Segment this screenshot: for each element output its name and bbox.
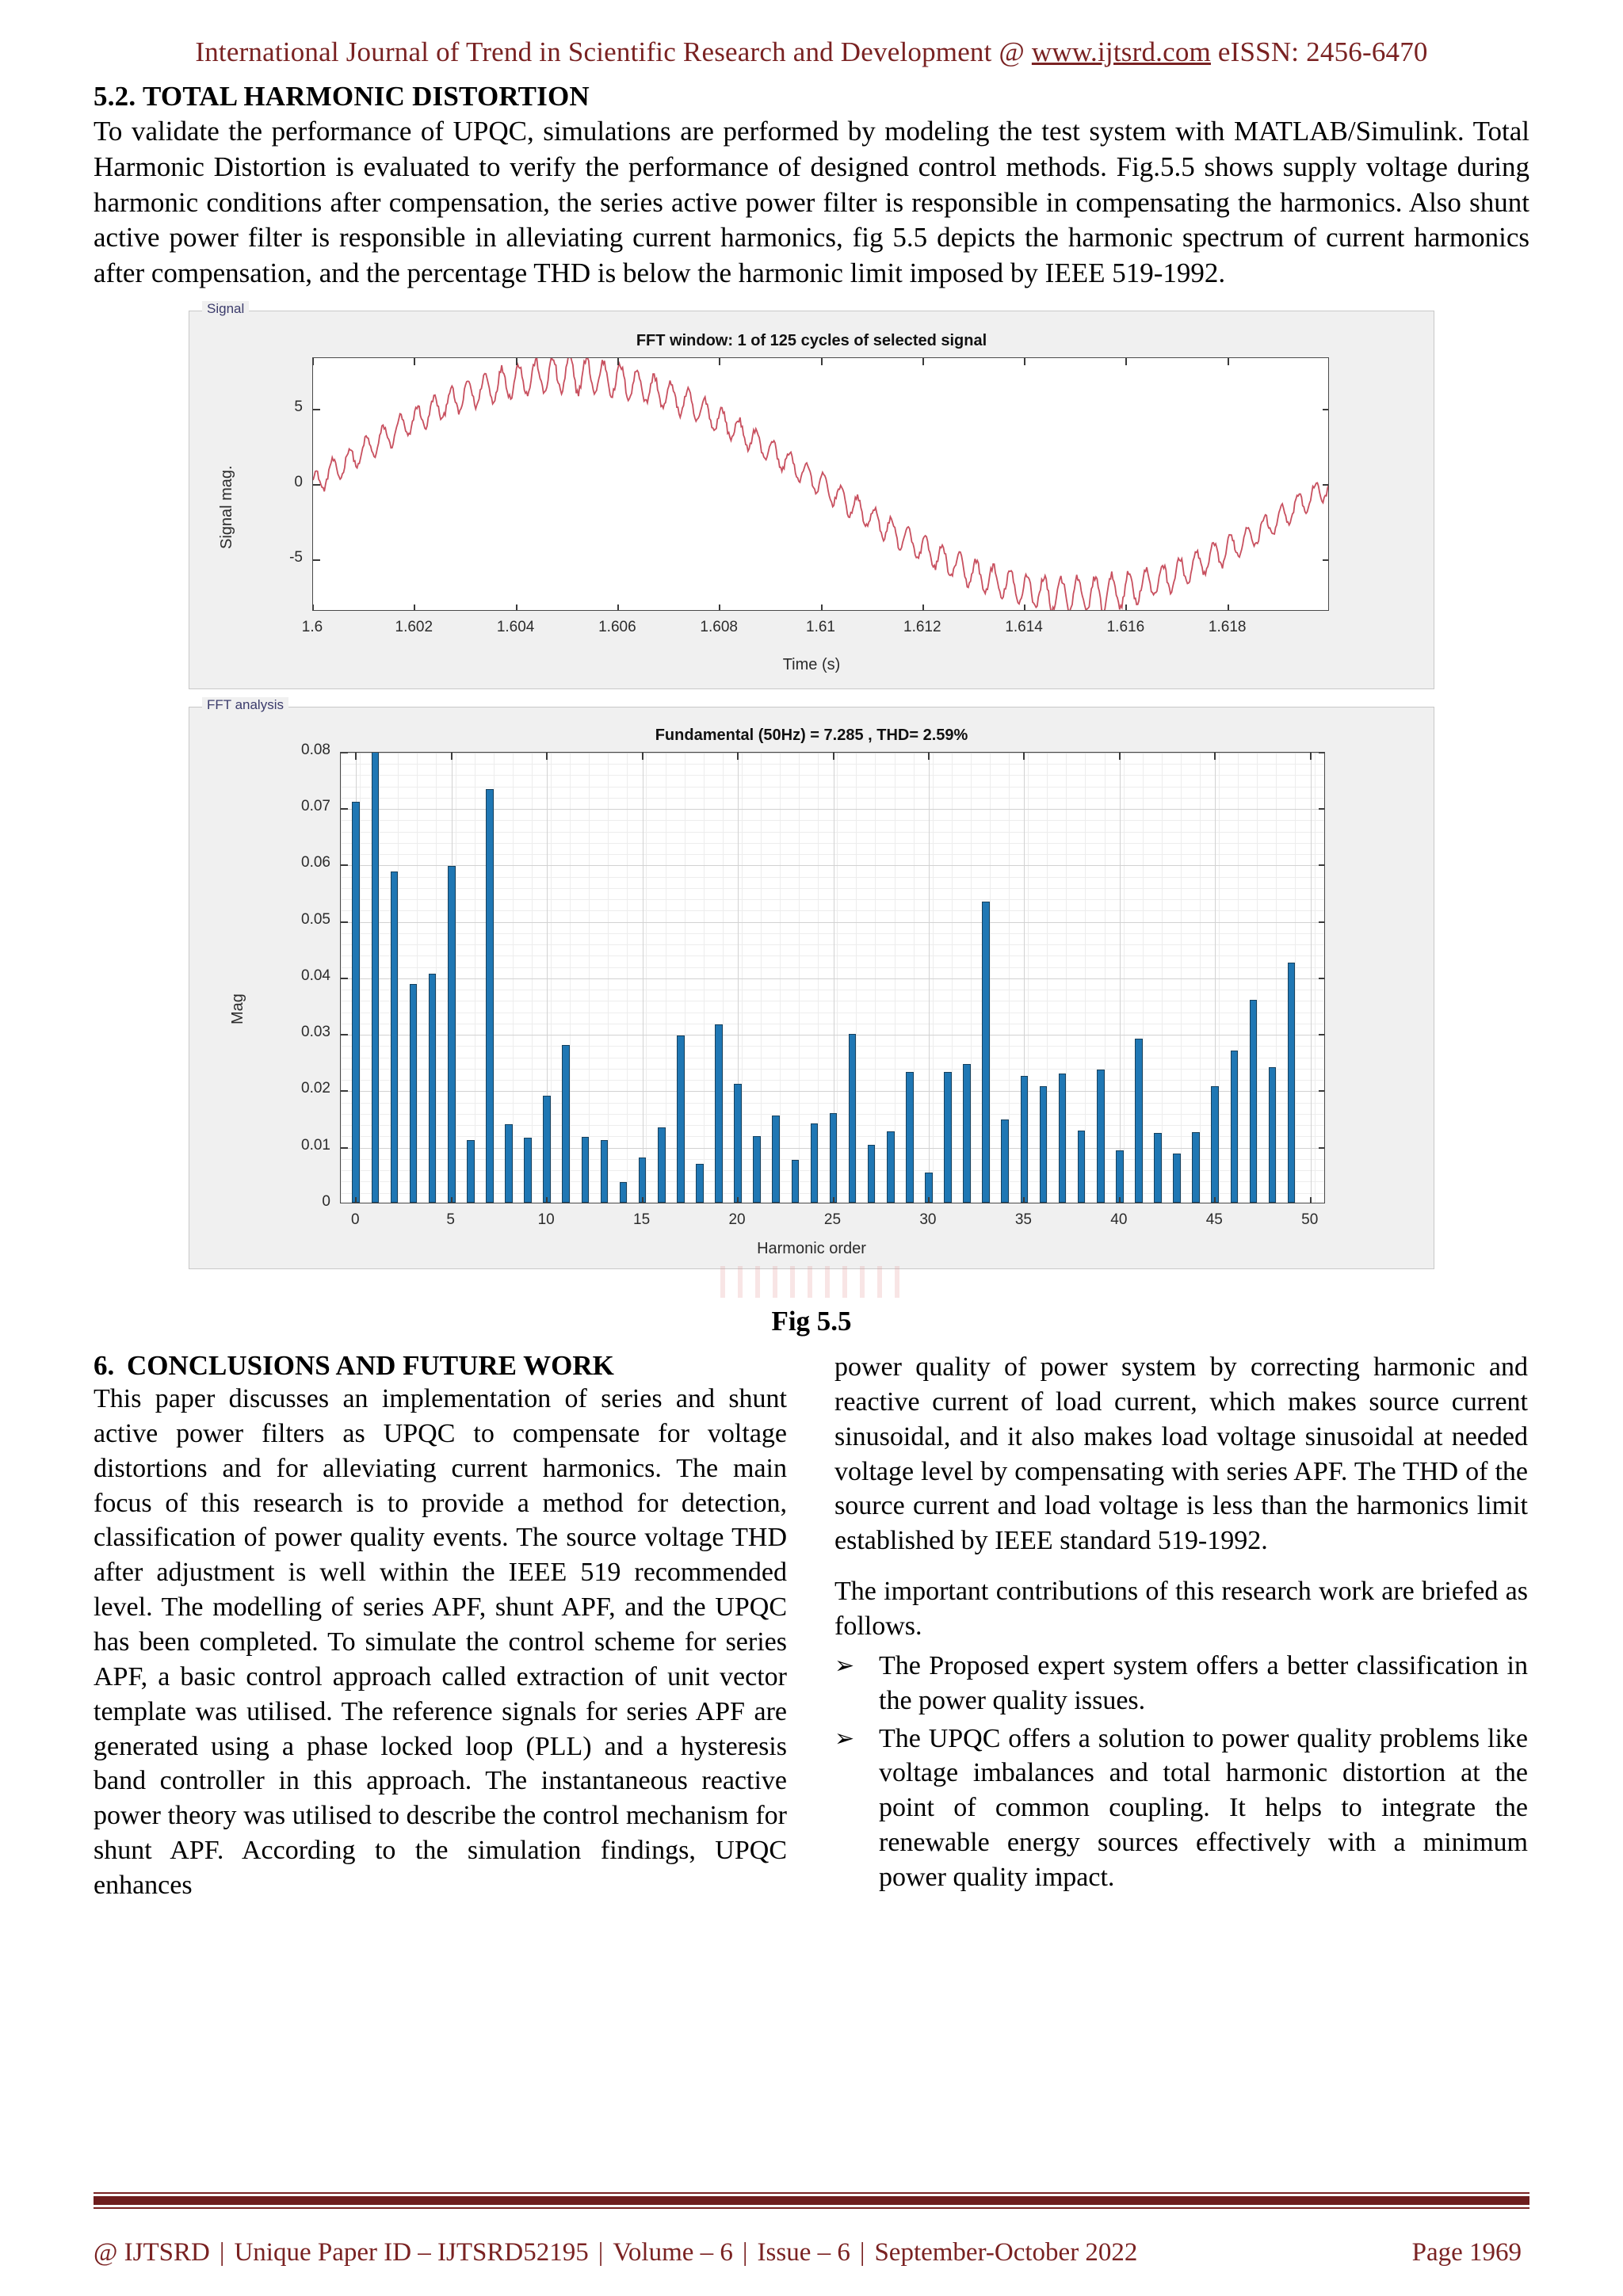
header-text-before: International Journal of Trend in Scientific Research and Development @ [195, 36, 1032, 67]
footer-separator: | [859, 2238, 865, 2267]
fft-y-tick-label: 0 [322, 1192, 330, 1210]
footer-separator: | [742, 2238, 748, 2267]
fft-x-tick-label: 20 [728, 1211, 746, 1228]
fft-x-tick [451, 753, 453, 760]
fft-bar [753, 1136, 761, 1203]
conclusions-number: 6. [94, 1349, 115, 1381]
fft-x-tick [642, 753, 643, 760]
fft-y-axis-label: Mag [229, 994, 246, 1024]
signal-x-tick-label: 1.618 [1208, 618, 1247, 635]
fft-gridline-minor [589, 753, 590, 1203]
fft-x-tick [1119, 1197, 1121, 1203]
fft-x-tick [1310, 753, 1312, 760]
fft-x-tick [1023, 753, 1025, 760]
signal-y-tick [1323, 409, 1329, 410]
fft-gridline-minor [914, 753, 915, 1203]
fft-bar [658, 1127, 666, 1203]
fft-bar [505, 1124, 513, 1203]
signal-x-tick [516, 358, 517, 365]
fft-y-tick [1319, 864, 1325, 866]
fft-bar [1116, 1150, 1124, 1203]
signal-x-tick [1024, 605, 1025, 611]
fft-y-tick [341, 1147, 348, 1149]
fft-axes [340, 752, 1325, 1203]
figure-caption: Fig 5.5 [771, 1305, 852, 1337]
footer-date: September-October 2022 [874, 2238, 1138, 2267]
fft-gridline-minor [1009, 753, 1010, 1203]
fft-x-axis-label: Harmonic order [757, 1239, 866, 1257]
fft-x-tick [737, 753, 739, 760]
signal-x-tick [1228, 605, 1229, 611]
fft-gridline-minor [952, 753, 953, 1203]
signal-x-tick [1228, 358, 1229, 365]
fft-bar [1021, 1076, 1029, 1203]
fft-x-tick-label: 15 [633, 1211, 651, 1228]
fft-gridline [1311, 753, 1312, 1203]
fft-x-tick-label: 0 [350, 1211, 360, 1228]
fft-bar [486, 789, 494, 1203]
list-item-text: The UPQC offers a solution to power quality problems like voltage imbalances and total harmonic distortion at the point of common coupling. It helps to integrate the renewable energy sources effectively with a minimum power quality impact. [879, 1723, 1528, 1893]
list-item [834, 1722, 1528, 1895]
fft-gridline-minor [360, 753, 361, 1203]
fft-gridline [929, 753, 930, 1203]
signal-x-tick [312, 605, 314, 611]
fft-x-tick-label: 5 [446, 1211, 455, 1228]
fft-gridline-minor [608, 753, 609, 1203]
fft-gridline-minor [398, 753, 399, 1203]
fft-gridline-minor [532, 753, 533, 1203]
fft-bar [1250, 1000, 1258, 1203]
fft-gridline-minor [875, 753, 876, 1203]
signal-x-tick [617, 605, 619, 611]
fft-x-tick [1214, 753, 1216, 760]
signal-axes [312, 357, 1329, 611]
fft-x-tick-label: 10 [537, 1211, 555, 1228]
section-paragraph: To validate the performance of UPQC, simulations are performed by modeling the test system with MATLAB/Simulink. Total Harmonic Distortion is evaluated to verify the performance of designed control methods. Fig.5.5 shows supply voltage during harmonic conditions after compensation, the series active power filter is responsible in compensating the harmonics. Also shunt active power filter is responsible in alleviating current harmonics, fig 5.5 depicts the harmonic spectrum of current harmonics after compensation, and the percentage THD is below the harmonic limit imposed by IEEE 519-1992. [94, 116, 1529, 289]
arrow-bullet-icon: ➢ [834, 1651, 855, 1680]
two-column-body [94, 1350, 1529, 1903]
footer-page-number: Page 1969 [1411, 2238, 1522, 2267]
fft-gridline-minor [417, 753, 418, 1203]
fft-gridline-minor [341, 787, 1324, 788]
signal-x-tick [1125, 358, 1127, 365]
fft-bar [811, 1123, 819, 1203]
conclusions-right-paragraph-2: The important contributions of this research work are briefed as follows. [834, 1577, 1528, 1641]
fft-y-tick-label: 0.08 [301, 741, 330, 758]
fft-gridline-minor [1295, 753, 1296, 1203]
fft-bar [524, 1138, 532, 1203]
fft-y-tick-label: 0.04 [301, 967, 330, 984]
signal-x-tick-label: 1.616 [1106, 618, 1145, 635]
signal-x-tick [922, 605, 924, 611]
fft-gridline-minor [1143, 753, 1144, 1203]
conclusions-heading [94, 1350, 787, 1382]
fft-x-tick [1023, 1197, 1025, 1203]
fft-x-tick-label: 25 [823, 1211, 842, 1228]
fft-gridline-minor [1047, 753, 1048, 1203]
fft-bar [391, 871, 399, 1203]
fft-bar [1078, 1131, 1086, 1203]
fft-gridline-minor [1124, 753, 1125, 1203]
footer-issue: Issue – 6 [757, 2238, 850, 2267]
journal-running-header [94, 0, 1529, 68]
fft-gridline-minor [513, 753, 514, 1203]
fft-bar [982, 902, 990, 1203]
fft-y-tick-label: 0.02 [301, 1080, 330, 1097]
list-item-text: The Proposed expert system offers a better classification in the power quality issues. [879, 1650, 1528, 1715]
fft-x-tick [737, 1197, 739, 1203]
fft-bar [1154, 1133, 1162, 1203]
footer-separator: | [598, 2238, 604, 2267]
fft-x-tick [546, 1197, 548, 1203]
signal-y-tick [313, 559, 320, 561]
fft-bar [677, 1035, 685, 1203]
fft-bar [352, 802, 360, 1203]
footer-at: @ IJTSRD [94, 2238, 210, 2267]
fft-x-tick [1310, 1197, 1312, 1203]
fft-y-tick [341, 1090, 348, 1092]
fft-bar [1135, 1039, 1143, 1203]
signal-x-tick [922, 358, 924, 365]
fft-x-tick [355, 1197, 357, 1203]
fft-bar [467, 1140, 475, 1203]
signal-x-tick-label: 1.606 [598, 618, 636, 635]
signal-panel-label: Signal [202, 301, 249, 317]
fft-gridline-minor [1238, 753, 1239, 1203]
conclusions-left-paragraph: This paper discusses an implementation of series and shunt active power filters as UPQC to compensate for voltage distortions and for alleviating current harmonics. The main focus of this research is to provide a method for detection, classification of power quality events. The source voltage THD after adjustment is well within the IEEE 519 recommended level. The modelling of series APF, shunt APF, and the UPQC has been completed. To simulate the control scheme for series APF, a basic control approach called extraction of unit vector template was utilised. The reference signals for series APF are generated using a phase locked loop (PLL) and a hysteresis band controller in this approach. The instantaneous reactive power theory was utilised to describe the control mechanism for shunt APF. According to the simulation findings, UPQC enhances [94, 1383, 787, 1901]
fft-y-tick-label: 0.07 [301, 798, 330, 815]
signal-x-tick [617, 358, 619, 365]
section-title: TOTAL HARMONIC DISTORTION [143, 81, 590, 112]
fft-gridline-minor [818, 753, 819, 1203]
fft-y-tick-label: 0.06 [301, 854, 330, 871]
fft-y-tick-label: 0.05 [301, 910, 330, 928]
signal-x-tick [516, 605, 517, 611]
footer-paper-id: Unique Paper ID – IJTSRD52195 [234, 2238, 589, 2267]
fft-bar [944, 1072, 952, 1203]
fft-x-tick [833, 1197, 834, 1203]
fft-bar [448, 866, 456, 1203]
fft-x-tick-label: 30 [919, 1211, 937, 1228]
signal-y-tick [313, 409, 320, 410]
journal-url-link[interactable]: www.ijtsrd.com [1031, 36, 1211, 67]
signal-x-tick-label: 1.61 [806, 618, 835, 635]
fft-gridline-minor [1066, 753, 1067, 1203]
fft-gridline-minor [723, 753, 724, 1203]
fft-gridline-minor [1028, 753, 1029, 1203]
fft-gridline-minor [379, 753, 380, 1203]
fft-gridline-minor [856, 753, 857, 1203]
fft-gridline-minor [494, 753, 495, 1203]
fft-bar [1192, 1132, 1200, 1203]
footer-volume: Volume – 6 [613, 2238, 733, 2267]
list-item [834, 1649, 1528, 1718]
footer-separator: | [219, 2238, 225, 2267]
signal-y-tick-label: 5 [294, 398, 303, 415]
figure-watermark-artifact [720, 1266, 903, 1298]
fft-bar [601, 1140, 609, 1203]
fft-y-tick [1319, 1034, 1325, 1035]
fft-bar [696, 1164, 704, 1203]
fft-bar [715, 1024, 723, 1203]
fft-y-tick [1319, 752, 1325, 753]
fft-bar [582, 1137, 590, 1203]
footer-rule-bottom [94, 2207, 1529, 2209]
signal-x-tick [821, 605, 823, 611]
fft-x-tick [1214, 1197, 1216, 1203]
fft-bar [372, 752, 380, 1203]
fft-bar [1097, 1070, 1105, 1203]
fft-gridline-minor [990, 753, 991, 1203]
footer-rule-main [94, 2196, 1529, 2205]
fft-y-tick [341, 808, 348, 810]
fft-panel-label: FFT analysis [202, 697, 288, 713]
fft-bar [543, 1096, 551, 1203]
fft-gridline-minor [837, 753, 838, 1203]
fft-panel [189, 696, 1434, 1269]
fft-bar [868, 1145, 876, 1203]
signal-y-tick [1323, 559, 1329, 561]
signal-x-tick-label: 1.608 [700, 618, 738, 635]
fft-gridline-minor [1257, 753, 1258, 1203]
fft-bar [830, 1113, 838, 1203]
fft-x-tick-label: 40 [1110, 1211, 1128, 1228]
signal-chart-title: FFT window: 1 of 125 cycles of selected signal [636, 331, 987, 349]
section-number: 5.2. [94, 81, 136, 112]
fft-gridline-minor [341, 775, 1324, 776]
conclusions-right-paragraph-1: power quality of power system by correcting harmonic and reactive current of load current, which makes source current sinusoidal, and it also makes load voltage sinusoidal at needed voltage level by compensating with series APF. The THD of the source current and load voltage is less than the harmonics limit established by IEEE standard 519-1992. [834, 1352, 1528, 1556]
footer-rule-top [94, 2192, 1529, 2194]
fft-gridline-minor [933, 753, 934, 1203]
fft-gridline-minor [1219, 753, 1220, 1203]
fft-gridline-minor [551, 753, 552, 1203]
header-text-after: eISSN: 2456-6470 [1210, 36, 1428, 67]
fft-x-tick [355, 753, 357, 760]
signal-y-axis-label: Signal mag. [218, 465, 235, 549]
fft-gridline-minor [780, 753, 781, 1203]
signal-x-tick-label: 1.602 [395, 618, 433, 635]
contributions-list [834, 1649, 1528, 1895]
fft-y-tick [341, 921, 348, 923]
fft-y-tick [341, 1034, 348, 1035]
signal-x-tick-label: 1.614 [1005, 618, 1043, 635]
signal-x-tick-label: 1.604 [496, 618, 535, 635]
conclusions-title: CONCLUSIONS AND FUTURE WORK [127, 1349, 614, 1381]
fft-y-tick-label: 0.01 [301, 1136, 330, 1154]
fft-bar [1173, 1154, 1181, 1203]
fft-x-tick-label: 50 [1301, 1211, 1319, 1228]
fft-bar [410, 984, 418, 1203]
fft-gridline-minor [341, 764, 1324, 765]
fft-bar [887, 1131, 895, 1203]
signal-y-tick [1323, 484, 1329, 486]
fft-y-tick [1319, 1147, 1325, 1149]
signal-x-tick [821, 358, 823, 365]
fft-bar [562, 1045, 570, 1203]
fft-bar [1269, 1067, 1277, 1203]
fft-bar [1040, 1086, 1048, 1203]
fft-gridline-minor [1105, 753, 1106, 1203]
fft-gridline-minor [742, 753, 743, 1203]
fft-bar [1001, 1119, 1009, 1203]
fft-bar [906, 1072, 914, 1203]
fft-gridline-minor [1200, 753, 1201, 1203]
footer-divider [94, 2192, 1529, 2209]
figure-5-5 [94, 300, 1529, 1337]
fft-gridline-minor [895, 753, 896, 1203]
signal-x-tick [1125, 605, 1127, 611]
fft-gridline-minor [1085, 753, 1086, 1203]
fft-bar [963, 1064, 971, 1203]
fft-gridline-minor [1162, 753, 1163, 1203]
signal-x-tick [719, 358, 720, 365]
signal-y-tick [313, 484, 320, 486]
fft-y-tick-label: 0.03 [301, 1024, 330, 1041]
fft-plot-area [189, 707, 1434, 1268]
fft-x-tick [833, 753, 834, 760]
fft-bar [849, 1034, 857, 1203]
fft-gridline-minor [570, 753, 571, 1203]
fft-bar [772, 1116, 780, 1203]
fft-x-tick [451, 1197, 453, 1203]
left-column [94, 1350, 787, 1903]
fft-gridline-minor [627, 753, 628, 1203]
fft-gridline-minor [799, 753, 800, 1203]
signal-y-tick-label: -5 [289, 549, 303, 566]
fft-y-tick [341, 978, 348, 979]
fft-gridline-minor [1276, 753, 1277, 1203]
fft-gridline-minor [761, 753, 762, 1203]
fft-gridline-minor [971, 753, 972, 1203]
page-footer [94, 2238, 1529, 2267]
signal-x-tick [414, 605, 415, 611]
fft-gridline-minor [1315, 753, 1316, 1203]
fft-x-tick [928, 753, 930, 760]
fft-gridline [1120, 753, 1121, 1203]
fft-bar [620, 1182, 628, 1203]
fft-y-tick [341, 752, 348, 753]
fft-x-tick [928, 1197, 930, 1203]
fft-bar [1288, 963, 1296, 1203]
fft-bar [1231, 1051, 1239, 1203]
signal-x-tick [414, 358, 415, 365]
fft-bar [429, 974, 437, 1203]
signal-x-tick-label: 1.612 [903, 618, 941, 635]
fft-y-tick [1319, 921, 1325, 923]
fft-chart-title: Fundamental (50Hz) = 7.285 , THD= 2.59% [655, 726, 968, 744]
fft-x-tick [642, 1197, 643, 1203]
signal-x-tick-label: 1.6 [301, 618, 323, 635]
signal-panel [189, 300, 1434, 689]
signal-x-tick [719, 605, 720, 611]
fft-y-tick [1319, 1090, 1325, 1092]
signal-x-axis-label: Time (s) [782, 655, 841, 673]
fft-bar [1211, 1086, 1219, 1203]
signal-x-tick [312, 358, 314, 365]
right-column [834, 1350, 1528, 1903]
signal-plot-area [189, 311, 1434, 688]
section-heading [94, 81, 1529, 113]
fft-bar [639, 1158, 647, 1203]
signal-y-tick-label: 0 [294, 473, 303, 490]
fft-bar [1059, 1074, 1067, 1203]
fft-x-tick [1119, 753, 1121, 760]
fft-bar [734, 1084, 742, 1203]
fft-gridline-minor [436, 753, 437, 1203]
fft-x-tick [546, 753, 548, 760]
fft-gridline-minor [646, 753, 647, 1203]
signal-waveform-path [313, 358, 1329, 611]
fft-gridline-minor [704, 753, 705, 1203]
fft-bar [792, 1160, 800, 1203]
signal-x-tick [1024, 358, 1025, 365]
fft-y-tick [1319, 808, 1325, 810]
fft-gridline-minor [1181, 753, 1182, 1203]
fft-x-tick-label: 45 [1205, 1211, 1223, 1228]
fft-x-tick-label: 35 [1014, 1211, 1032, 1228]
arrow-bullet-icon: ➢ [834, 1724, 855, 1753]
fft-y-tick [341, 864, 348, 866]
fft-y-tick [1319, 978, 1325, 979]
